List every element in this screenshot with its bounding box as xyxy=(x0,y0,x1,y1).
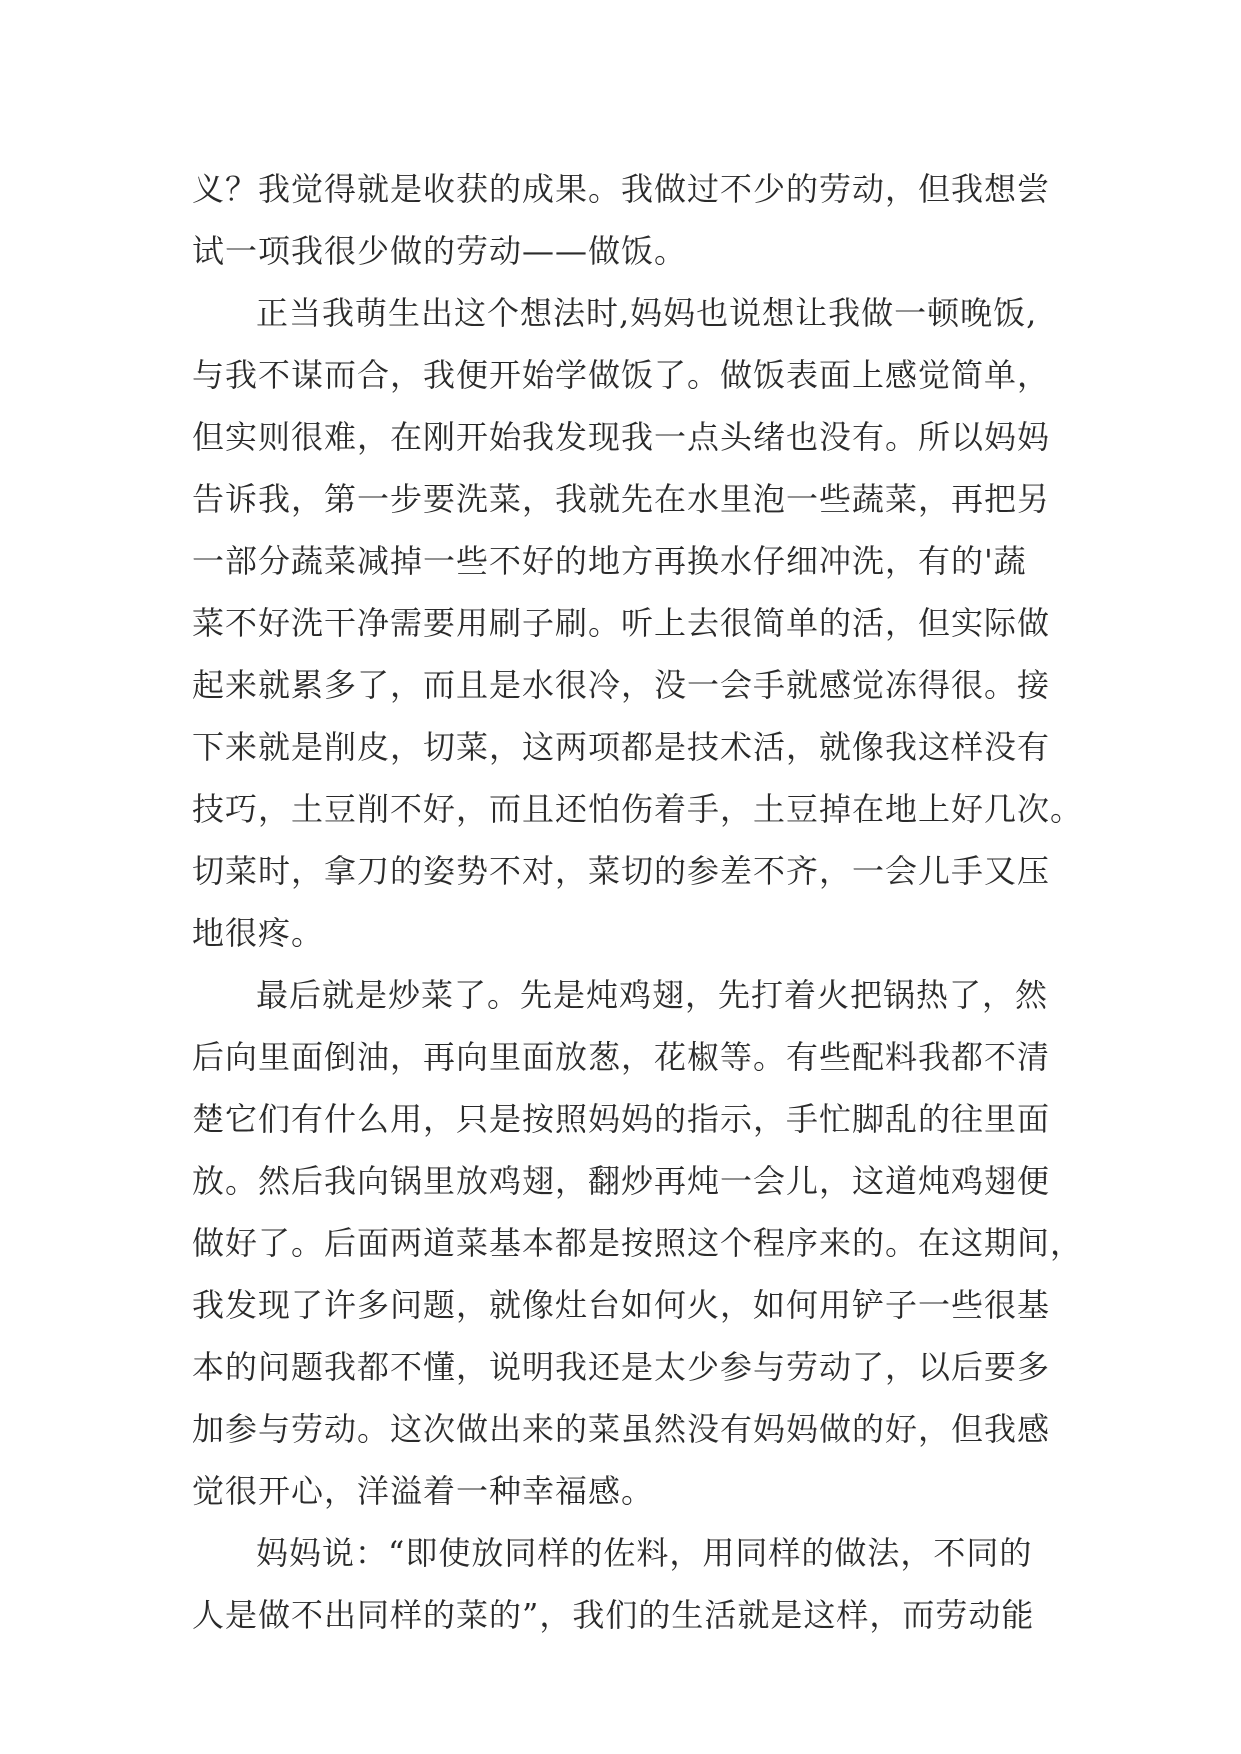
text-line: 放。然后我向锅里放鸡翅，翻炒再炖一会儿，这道炖鸡翅便 xyxy=(192,1162,1051,1200)
text-line: 菜不好洗干净需要用刷子刷。听上去很简单的活，但实际做 xyxy=(192,604,1051,642)
paragraph-start-line: 正当我萌生出这个想法时,妈妈也说想让我做一顿晚饭, xyxy=(256,294,1038,332)
text-line: 但实则很难，在刚开始我发现我一点头绪也没有。所以妈妈 xyxy=(192,418,1051,456)
text-line: 觉很开心，洋溢着一种幸福感。 xyxy=(192,1472,655,1510)
text-line: 后向里面倒油，再向里面放葱，花椒等。有些配料我都不清 xyxy=(192,1038,1051,1076)
text-line: 本的问题我都不懂，说明我还是太少参与劳动了，以后要多 xyxy=(192,1348,1051,1386)
text-line: 试一项我很少做的劳动——做饭。 xyxy=(192,232,688,270)
text-line: 地很疼。 xyxy=(192,914,325,952)
text-line: 技巧，土豆削不好，而且还怕伤着手，土豆掉在地上好几次。 xyxy=(192,790,1084,828)
paragraph-start-line: 妈妈说：“即使放同样的佐料，用同样的做法，不同的 xyxy=(256,1534,1033,1572)
text-line: 加参与劳动。这次做出来的菜虽然没有妈妈做的好，但我感 xyxy=(192,1410,1051,1448)
text-line: 人是做不出同样的菜的”，我们的生活就是这样，而劳动能 xyxy=(192,1596,1035,1634)
text-line: 告诉我，第一步要洗菜，我就先在水里泡一些蔬菜，再把另 xyxy=(192,480,1051,518)
text-line: 与我不谋而合，我便开始学做饭了。做饭表面上感觉简单， xyxy=(192,356,1051,394)
text-line: 切菜时，拿刀的姿势不对，菜切的参差不齐，一会儿手又压 xyxy=(192,852,1051,890)
text-line: 做好了。后面两道菜基本都是按照这个程序来的。在这期间， xyxy=(192,1224,1084,1262)
text-line: 我发现了许多问题，就像灶台如何火，如何用铲子一些很基 xyxy=(192,1286,1051,1324)
text-line: 义？我觉得就是收获的成果。我做过不少的劳动，但我想尝 xyxy=(192,170,1051,208)
paragraph-start-line: 最后就是炒菜了。先是炖鸡翅，先打着火把锅热了，然 xyxy=(256,976,1049,1014)
text-line: 楚它们有什么用，只是按照妈妈的指示，手忙脚乱的往里面 xyxy=(192,1100,1051,1138)
text-line: 一部分蔬菜减掉一些不好的地方再换水仔细冲洗，有的'蔬 xyxy=(192,542,1027,580)
text-line: 下来就是削皮，切菜，这两项都是技术活，就像我这样没有 xyxy=(192,728,1051,766)
text-line: 起来就累多了，而且是水很冷，没一会手就感觉冻得很。接 xyxy=(192,666,1051,704)
body-text xyxy=(192,158,1084,1646)
